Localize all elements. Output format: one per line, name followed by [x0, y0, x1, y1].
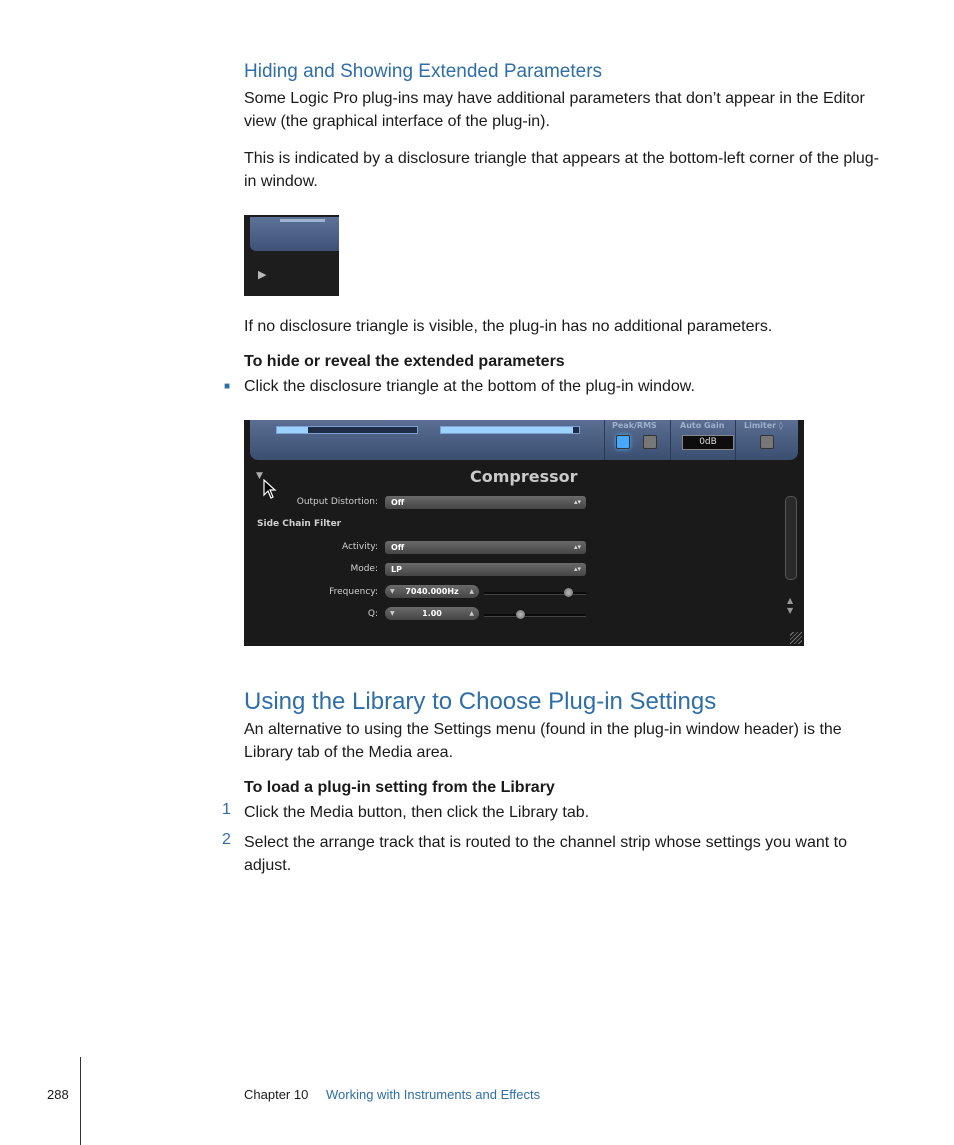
activity-menu[interactable]: Off ▴▾	[385, 541, 586, 554]
activity-label: Activity:	[341, 542, 378, 552]
scroll-arrows-icon[interactable]: ▲ ▼	[787, 596, 794, 615]
q-slider-knob[interactable]	[516, 610, 525, 619]
q-slider[interactable]	[484, 614, 586, 617]
disclosure-triangle-open-icon[interactable]: ▼	[256, 471, 263, 481]
page-number: 288	[47, 1087, 69, 1102]
resize-grip-icon[interactable]	[790, 632, 802, 644]
plugin-title: Compressor	[470, 467, 578, 486]
mode-menu[interactable]: LP ▴▾	[385, 563, 586, 576]
output-distortion-label: Output Distortion:	[296, 497, 378, 507]
task-title-hide-reveal: To hide or reveal the extended parameters	[244, 353, 565, 370]
step-number: 2	[222, 831, 231, 848]
q-label: Q:	[367, 609, 378, 619]
bullet-icon: ■	[224, 381, 231, 392]
frequency-slider-knob[interactable]	[564, 588, 573, 597]
section-heading-extended-parameters: Hiding and Showing Extended Parameters	[244, 61, 603, 82]
peak-button[interactable]	[616, 435, 630, 449]
step-text: Click the Media button, then click the Library tab.	[244, 804, 590, 821]
frequency-slider[interactable]	[484, 592, 586, 595]
paragraph-library-intro: An alternative to using the Settings menu (found in the plug-in window header) is the Library tab of the Media area.	[244, 721, 842, 761]
mode-label: Mode:	[350, 564, 378, 574]
rms-button[interactable]	[643, 435, 657, 449]
auto-gain-label: Auto Gain	[680, 421, 725, 430]
disclosure-triangle-screenshot	[244, 215, 339, 296]
step-text: Select the arrange track that is routed to the channel strip whose settings you want to adjust.	[244, 834, 848, 874]
plugin-header-bar	[250, 420, 798, 460]
limiter-label: Limiter ◊	[744, 421, 783, 430]
output-distortion-menu[interactable]: Off ▴▾	[385, 496, 586, 509]
footer-chapter: Chapter 10	[244, 1087, 309, 1102]
q-stepper[interactable]: ▼ 1.00 ▲	[385, 607, 479, 620]
section-heading-library: Using the Library to Choose Plug-in Settings	[244, 688, 717, 715]
step-number: 1	[222, 801, 231, 818]
disclosure-triangle-icon: ▶	[258, 269, 267, 281]
footer-divider	[80, 1057, 81, 1145]
peak-rms-label: Peak/RMS	[612, 421, 657, 430]
frequency-label: Frequency:	[329, 587, 378, 597]
compressor-plugin-screenshot	[244, 420, 804, 646]
mouse-pointer-icon	[263, 479, 277, 499]
footer-chapter-title: Working with Instruments and Effects	[326, 1087, 541, 1102]
paragraph-no-triangle: If no disclosure triangle is visible, the plug-in has no additional parameters.	[244, 318, 773, 335]
side-chain-filter-heading: Side Chain Filter	[257, 519, 342, 529]
bullet-step: Click the disclosure triangle at the bottom of the plug-in window.	[244, 378, 695, 395]
paragraph-disclosure-triangle: This is indicated by a disclosure triangle that appears at the bottom-left corner of the plug-in window.	[244, 150, 880, 190]
vertical-scrollbar[interactable]	[785, 496, 797, 580]
auto-gain-field[interactable]: 0dB	[682, 435, 734, 450]
task-title-load-setting: To load a plug-in setting from the Library	[244, 779, 555, 796]
paragraph-intro: Some Logic Pro plug-ins may have additional parameters that don’t appear in the Editor view (the graphical interface of the plug-in).	[244, 90, 865, 130]
limiter-button[interactable]	[760, 435, 774, 449]
frequency-stepper[interactable]: ▼ 7040.000Hz ▲	[385, 585, 479, 598]
